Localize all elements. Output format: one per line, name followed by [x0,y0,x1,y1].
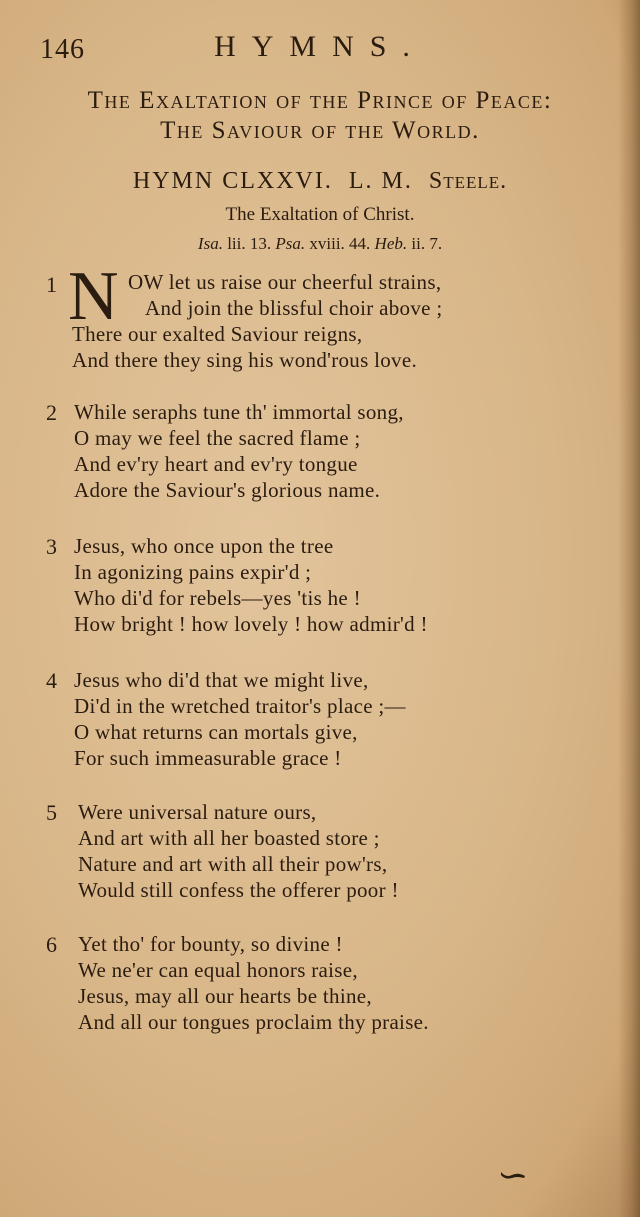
verse-line: Jesus, may all our hearts be thine, [78,984,372,1008]
verse-line: O may we feel the sacred flame ; [74,426,361,450]
verse-line: How bright ! how lovely ! how admir'd ! [74,612,428,636]
verse-number: 5 [46,800,57,825]
ref3-book: Heb. [374,234,408,253]
ref3-rest: ii. 7. [411,234,443,253]
section-title-line-1: The Exaltation of the Prince of Peace: [87,87,553,114]
hymn-author: Steele. [428,168,508,194]
page-number: 146 [40,34,85,65]
verse-number: 6 [46,932,57,957]
verse-line: Jesus, who once upon the tree [74,534,334,558]
section-title [0,86,640,146]
catchword-ornament [500,1168,526,1180]
verse-line: And ev'ry heart and ev'ry tongue [74,452,358,476]
verse-line: Would still confess the offerer poor ! [78,878,399,902]
drop-cap: N [68,258,119,335]
ref2-rest: xviii. 44. [309,234,371,253]
hymn-number: HYMN CLXXVI. [132,168,333,194]
verse-line: We ne'er can equal honors raise, [78,958,358,982]
verse-line: And all our tongues proclaim thy praise. [78,1010,429,1034]
ref1-book: Isa. [197,234,223,253]
verse-number: 4 [46,668,57,693]
verse-line: And there they sing his wond'rous love. [72,348,418,372]
verse-line: Jesus who di'd that we might live, [74,668,369,692]
verse-line: And join the blissful choir above ; [145,296,443,320]
verse-line: There our exalted Saviour reigns, [72,322,363,346]
verse-line: Di'd in the wretched traitor's place ;— [74,694,406,718]
verse-line: Yet tho' for bounty, so divine ! [78,932,343,956]
verse-line: OW let us raise our cheerful strains, [128,270,442,294]
verse-line: Adore the Saviour's glorious name. [74,478,381,502]
hymn-subtitle: The Exaltation of Christ. [225,204,415,225]
section-title-line-2: The Saviour of the World. [160,117,480,144]
verse-line: While seraphs tune th' immortal song, [74,400,404,424]
hymn-meter: L. M. [348,168,413,194]
scripture-references [0,234,640,254]
running-head: HYMNS. [214,30,426,63]
verse-line: For such immeasurable grace ! [74,746,342,770]
verse-line: Nature and art with all their pow'rs, [78,852,388,876]
ref2-book: Psa. [275,234,306,253]
verse-number: 1 [46,272,57,297]
verse-line: O what returns can mortals give, [74,720,358,744]
verse-line: Who di'd for rebels—yes 'tis he ! [74,586,361,610]
ref1-rest: lii. 13. [227,234,272,253]
verse-number: 2 [46,400,57,425]
verse-line: And art with all her boasted store ; [78,826,380,850]
verse-line: In agonizing pains expir'd ; [74,560,312,584]
verse-line: Were universal nature ours, [78,800,317,824]
verse-number: 3 [46,534,57,559]
hymn-heading [0,168,640,195]
